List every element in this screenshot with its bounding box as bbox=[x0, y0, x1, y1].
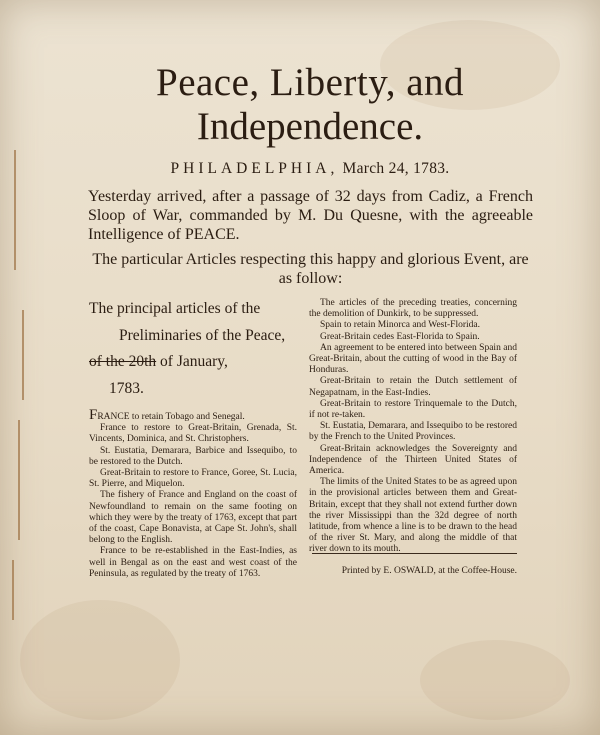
article-text: RANCE to retain Tobago and Senegal. bbox=[97, 412, 245, 422]
intro-paragraph: The particular Articles respecting this happy and glorious Event, are as follow: bbox=[92, 251, 529, 287]
dateline-date: March 24, 1783. bbox=[342, 160, 450, 177]
printer-imprint: Printed by E. OSWALD, at the Coffee-House. bbox=[341, 566, 517, 576]
heading-line: The principal articles of the bbox=[89, 300, 261, 317]
headline-line-1: Peace, Liberty, and bbox=[156, 61, 464, 104]
heading-text: of January, bbox=[156, 353, 228, 370]
binding-thread bbox=[12, 560, 14, 620]
dateline-city: PHILADELPHIA, bbox=[170, 160, 339, 177]
article-paragraph: An agreement to be entered into between Spain and Great-Britain, about the cutting of wood in the Bay of Honduras. bbox=[309, 342, 517, 376]
article-paragraph: The limits of the United States to be as agreed upon in the provisional articles between them and Great-Britain, except that they shall not extend further down the river Mississippi than the 32d degree of north latitude, from whence a line is to be drawn to the head of the river St. Mary, and along the middle of that river down to its mouth. bbox=[309, 477, 517, 555]
principal-articles-heading bbox=[89, 296, 301, 402]
heading-year: 1783. bbox=[109, 379, 144, 397]
drop-initial: F bbox=[89, 407, 98, 423]
left-articles-column bbox=[89, 407, 297, 580]
heading-line bbox=[89, 349, 301, 376]
headline-line-2: Independence. bbox=[196, 105, 424, 148]
article-paragraph: The fishery of France and England on the coast of Newfoundland to remain on the same footing on which they were by the treaty of 1763, except that part of the coast, Cape Bonavista, at Cape St. John's, shall belong to the English. bbox=[89, 490, 297, 546]
article-paragraph bbox=[89, 407, 297, 423]
paper-stain bbox=[420, 640, 570, 720]
article-paragraph: St. Eustatia, Demarara, and Issequibo to be restored by the French to the United Provinces. bbox=[309, 421, 517, 443]
dateline bbox=[60, 160, 560, 178]
binding-thread bbox=[14, 150, 16, 270]
right-articles-column bbox=[309, 298, 517, 556]
article-paragraph: France to be re-established in the East-Indies, as well in Bengal as on the east and west coast of the Peninsula, as regulated by the treaty of 1763. bbox=[89, 546, 297, 579]
binding-thread bbox=[18, 420, 20, 540]
article-paragraph: Great-Britain to restore to France, Goree, St. Lucia, St. Pierre, and Miquelon. bbox=[89, 468, 297, 490]
struck-text: of the 20th bbox=[89, 353, 157, 370]
paper-stain bbox=[20, 600, 180, 720]
lead-paragraph: Yesterday arrived, after a passage of 32 days from Cadiz, a French Sloop of War, commanded by M. Du Quesne, with the agreeable Intelligence of PEACE. bbox=[88, 188, 533, 243]
article-paragraph: St. Eustatia, Demarara, Barbice and Issequibo, to be restored to the Dutch. bbox=[89, 445, 297, 467]
article-paragraph: The articles of the preceding treaties, concerning the demolition of Dunkirk, to be suppressed. bbox=[309, 298, 517, 320]
article-paragraph: Great-Britain to restore Trinquemale to the Dutch, if not re-taken. bbox=[309, 398, 517, 421]
heading-line: Preliminaries of the Peace, bbox=[119, 326, 286, 344]
divider-rule bbox=[312, 553, 517, 554]
article-paragraph: France to restore to Great-Britain, Grenada, St. Vincents, Dominica, and St. Christophers. bbox=[89, 423, 297, 445]
binding-thread bbox=[22, 310, 24, 400]
article-paragraph: Great-Britain to retain the Dutch settlement of Negapatnam, in the East-Indies. bbox=[309, 376, 517, 398]
article-paragraph: Great-Britain acknowledges the Sovereignty and Independence of the Thirteen United States of America. bbox=[309, 443, 517, 477]
article-paragraph: Spain to retain Minorca and West-Florida. bbox=[320, 320, 480, 331]
article-paragraph: Great-Britain cedes East-Florida to Spain. bbox=[320, 331, 480, 342]
